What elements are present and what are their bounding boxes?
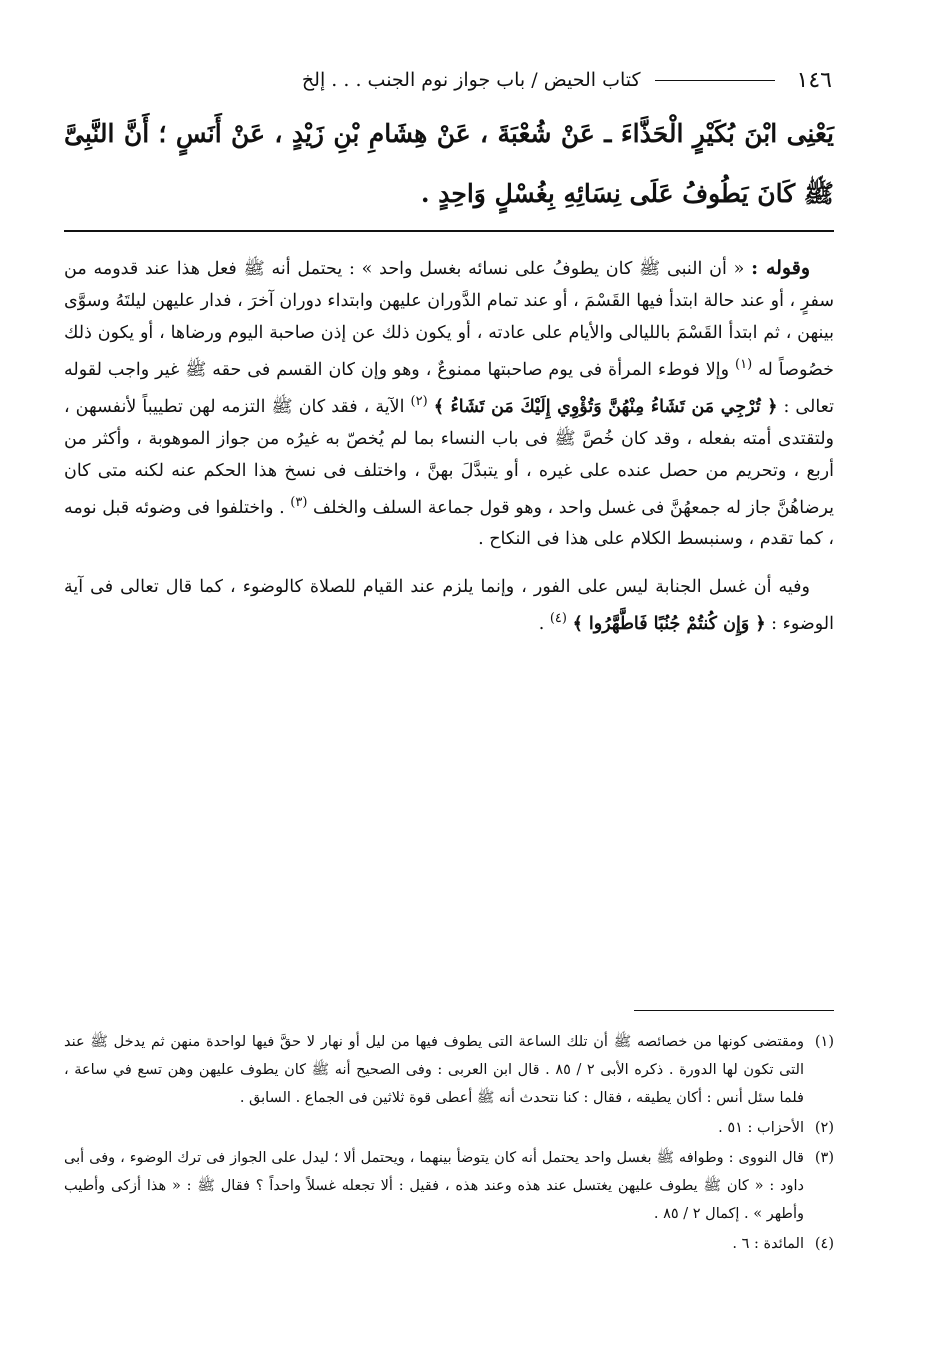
commentary — [64, 252, 834, 656]
footnote — [64, 1028, 834, 1112]
footnote — [64, 1114, 834, 1142]
footnote-number: (٢) — [814, 1120, 834, 1136]
footnotes — [64, 1028, 834, 1260]
footnote-text: قال النووى : وطوافه ﷺ بغسل واحد يحتمل أنه كان يتوضأ بينهما ، ويحتمل ألا ؛ ليدل على الجواز فى ترك الوضوء ، وفى أبى داود : « كان ﷺ يطوف عليهن يغتسل عند هذه وعند هذه ، فقيل : ألا تجعله غسلاً واحداً ؟ فقال ﷺ : « هذا أزكى وأطيب وأطهر » . إكمال ٢ / ٨٥ . — [64, 1150, 804, 1222]
commentary-text: وفيه أن غسل الجنابة ليس على الفور ، وإنما يلزم عند القيام للصلاة كالوضوء ، كما قال تعالى فى آية الوضوء : — [64, 577, 834, 635]
footnote — [64, 1144, 834, 1228]
commentary-text: وإلا فوطء المرأة فى يوم صاحبتها ممنوعٌ ، وهو وإن كان القسم فى حقه ﷺ غير واجب لقوله تعالى : — [64, 359, 834, 417]
footnote-ref-2: (٢) — [410, 393, 428, 409]
quran-quote: ﴿ وَإِن كُنتُمْ جُنُبًا فَاطَّهَّرُوا ﴾ — [572, 614, 766, 635]
commentary-text: « أن النبى ﷺ كان يطوفُ على نسائه بغسل واحد » : يحتمل أنه ﷺ فعل هذا عند قدومه من سفرٍ ، أو عند حالة ابتدأ فيها القَسْمَ ، أو عند تمام الدَّوران عليهن وابتداء دوران آخرَ ، فدار عليهن ليلتَهُ وسوَّى بينهن ، ثم ابتدأ القَسْمَ بالليالى والأيام على عادته ، أو يكون ذلك عن إذن صاحبة اليوم ورضاها ، أو يكون ذلك خصُوصاً له — [64, 259, 834, 380]
hadith-text: يَعْنِى ابْنَ بُكَيْرٍ الْحَذَّاءَ ـ عَنْ شُعْبَةَ ، عَنْ هِشَامِ بْنِ زَيْدٍ ، عَنْ أَنَسٍ ؛ أَنَّ النَّبِىَّ ﷺ كَانَ يَطُوفُ عَلَى نِسَائِهِ بِغُسْلٍ وَاحِدٍ . — [64, 119, 834, 208]
footnote-text: المائدة : ٦ . — [732, 1236, 804, 1252]
running-title: كتاب الحيض / باب جواز نوم الجنب . . . إلخ — [301, 69, 641, 91]
footnote-number: (٤) — [814, 1236, 834, 1252]
footnote-divider — [634, 1010, 834, 1011]
footnote — [64, 1230, 834, 1258]
commentary-text: . — [538, 614, 550, 635]
quran-quote: ﴿ تُرْجِي مَن تَشَاءُ مِنْهُنَّ وَتُؤْوِي إِلَيْكَ مَن تَشَاءُ ﴾ — [433, 396, 778, 417]
text-divider — [64, 230, 834, 232]
commentary-paragraph-2 — [64, 571, 834, 640]
footnote-ref-3: (٣) — [290, 494, 308, 510]
footnote-ref-1: (١) — [735, 357, 753, 372]
header-rule — [655, 80, 775, 81]
footnote-text: ومقتضى كونها من خصائصه ﷺ أن تلك الساعة التى يطوف فيها من ليل أو نهار لا حقَّ فيها لواحدة منهن ثم يدخل ﷺ عند التى تكون لها الدورة . ذكره الأبى ٢ / ٨٥ . قال ابن العربى : وفى الصحيح أنه ﷺ كان يطوف عليهن وهن تسع في ساعة ، فلما سئل أنس : أكان يطيقه ، فقال : كنا نتحدث أنه ﷺ أعطى قوة ثلاثين فى الجماع . السابق . — [64, 1034, 804, 1106]
commentary-paragraph-1 — [64, 252, 834, 555]
footnote-ref-4: (٤) — [549, 611, 567, 627]
footnote-number: (١) — [814, 1034, 834, 1050]
running-header — [120, 62, 832, 98]
footnote-number: (٣) — [814, 1150, 834, 1166]
page-number: ١٤٦ — [796, 67, 832, 93]
commentary-text: . واختلفوا فى وضوئه قبل نومه ، كما تقدم ، وسنبسط الكلام على هذا فى النكاح . — [64, 497, 834, 550]
footnote-text: الأحزاب : ٥١ . — [718, 1120, 804, 1136]
commentary-lead: وقوله : — [751, 257, 810, 279]
commentary-text: الآية ، فقد كان ﷺ التزمه لهن تطييباً لأنفسهن ، ولتقتدى أمته بفعله ، وقد كان خُصَّ ﷺ فى باب النساء بما لم يُخصّ به غيرُه من جواز الموهوبة ، وأكثر من أربع ، وتحريم من حصل عنده على غيره ، أو يتبدَّلَ بهنَّ ، واختلف فى نسخ هذا الحكم عنه لكنه متى كان يرضاهُنَّ جاز له جمعهُنَّ فى غسل واحد ، وهو قول جماعة السلف والخلف — [64, 396, 835, 518]
